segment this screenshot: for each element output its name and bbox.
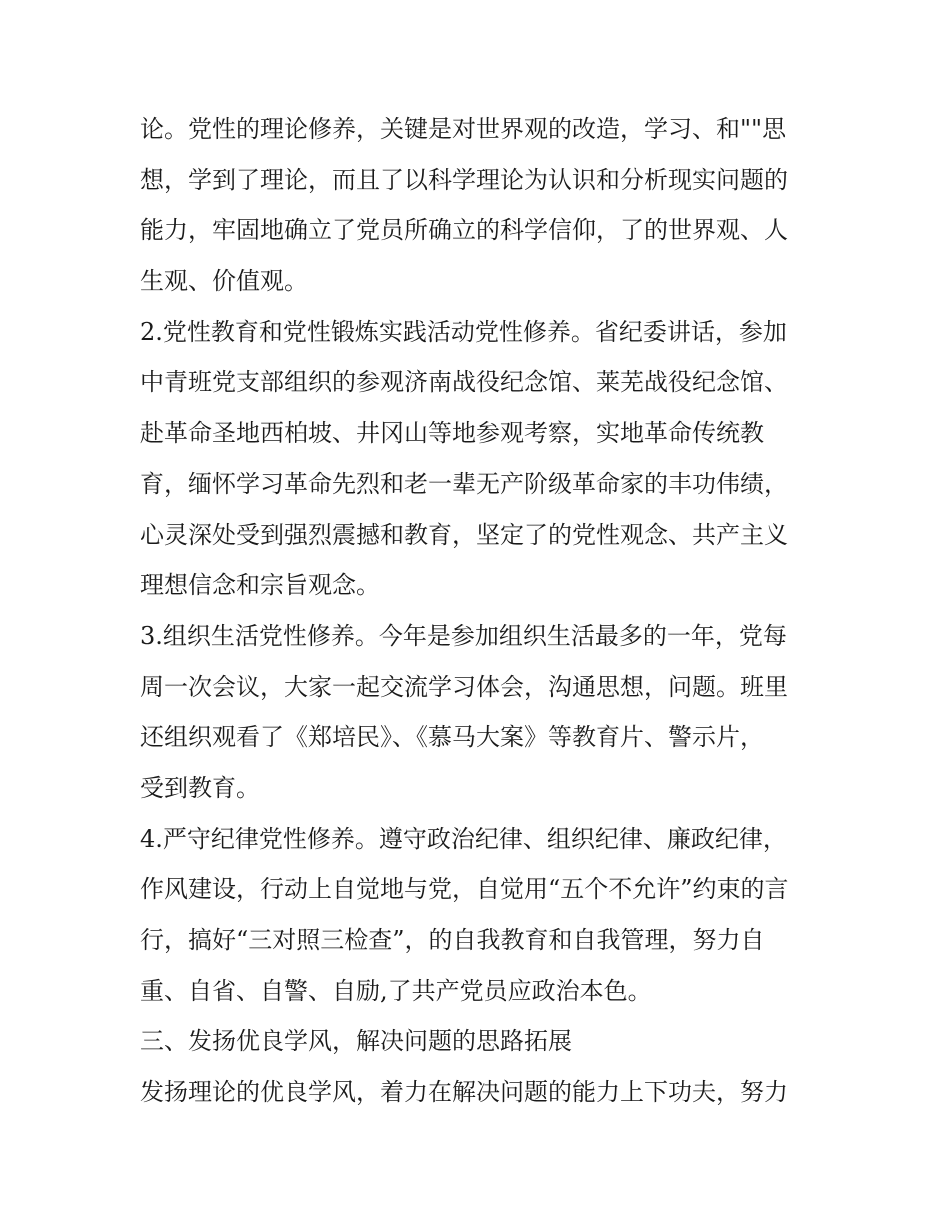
text-line: 作风建设，行动上自觉地与党，自觉用“五个不允许”约束的言 (140, 875, 789, 904)
text-line: 受到教育。 (140, 773, 260, 802)
text-line: 心灵深处受到强烈震撼和教育，坚定了的党性观念、共产主义 (140, 520, 788, 549)
text-line: 重、自省、自警、自励,了共产党员应政治本色。 (140, 976, 652, 1005)
section-heading: 三、发扬优良学风，解决问题的思路拓展 (140, 1027, 572, 1056)
text-line: 能力，牢固地确立了党员所确立的科学信仰，了的世界观、人 (140, 216, 788, 245)
text-line: 行，搞好“三对照三检查”，的自我教育和自我管理，努力自 (140, 926, 765, 954)
text-line: 理想信念和宗旨观念。 (140, 571, 380, 600)
text-line: 3.组织生活党性修养。今年是参加组织生活最多的一年，党每 (140, 621, 787, 650)
text-line: 周一次会议，大家一起交流学习体会，沟通思想，问题。班里 (140, 672, 788, 701)
text-line: 论。党性的理论修养，关键是对世界观的改造，学习、和""思 (140, 115, 787, 143)
text-line: 发扬理论的优良学风，着力在解决问题的能力上下功夫，努力 (140, 1078, 788, 1107)
text-line: 2.党性教育和党性锻炼实践活动党性修养。省纪委讲话，参加 (140, 317, 787, 346)
text-line: 育，缅怀学习革命先烈和老一辈无产阶级革命家的丰功伟绩， (140, 469, 788, 498)
text-line: 4.严守纪律党性修养。遵守政治纪律、组织纪律、廉政纪律， (140, 824, 787, 853)
text-line: 想，学到了理论，而且了以科学理论为认识和分析现实问题的 (140, 165, 788, 194)
text-line: 赴革命圣地西柏坡、井冈山等地参观考察，实地革命传统教 (140, 419, 764, 448)
text-line: 还组织观看了《郑培民》、《慕马大案》等教育片、警示片， (140, 723, 764, 752)
text-line: 生观、价值观。 (140, 267, 308, 296)
document-body (140, 104, 812, 1118)
text-line: 中青班党支部组织的参观济南战役纪念馆、莱芜战役纪念馆、 (140, 368, 788, 397)
